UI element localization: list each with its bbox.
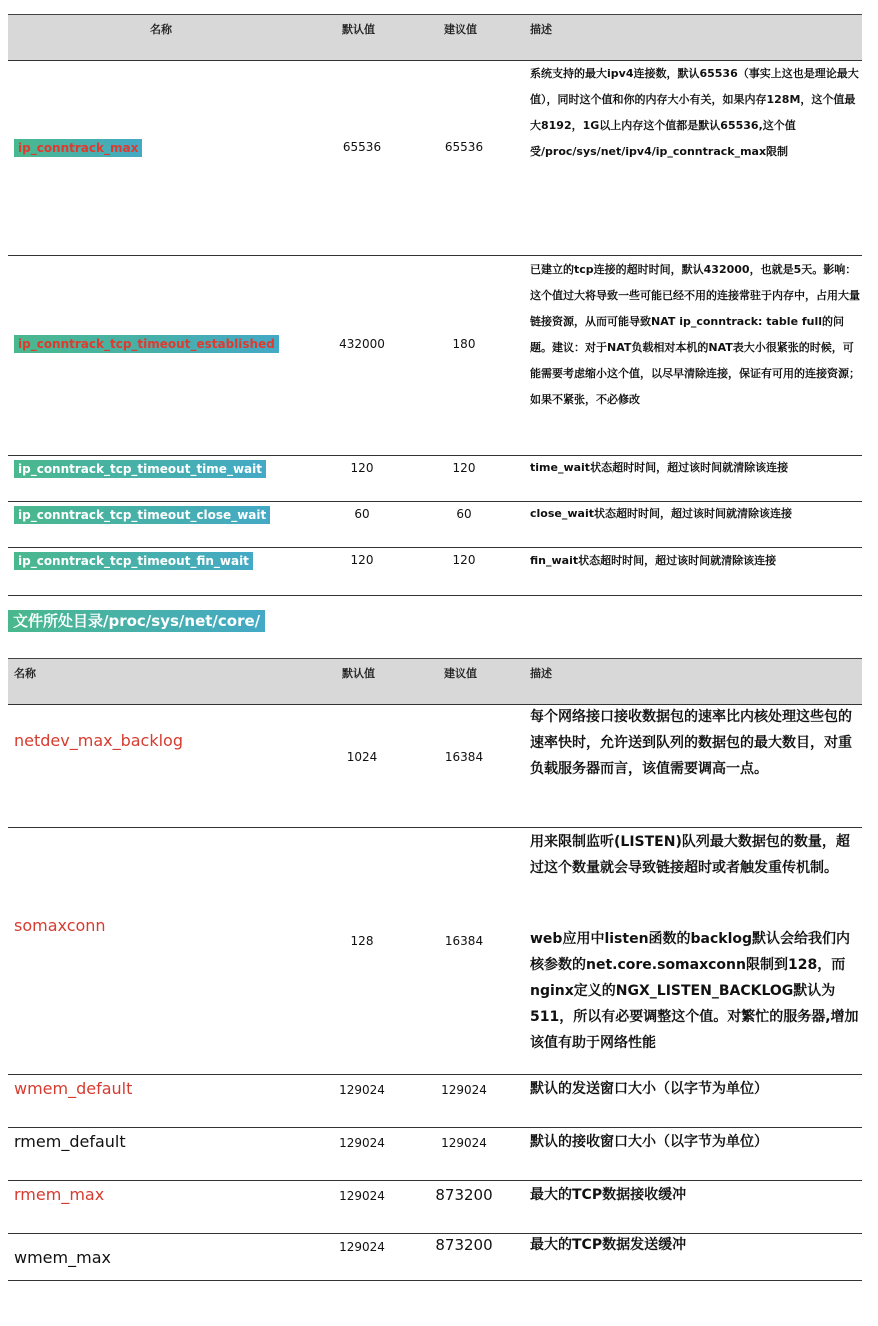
- description: 默认的接收窗口大小（以字节为单位）: [530, 1134, 768, 1150]
- suggest-value: 120: [452, 553, 476, 567]
- default-value: 129024: [339, 1136, 385, 1150]
- default-value: 120: [350, 461, 374, 475]
- default-value: 128: [350, 934, 374, 948]
- description-2: web应用中listen函数的backlog默认会给我们内核参数的net.core.somaxconn限制到128，而nginx定义的NGX_LISTEN_BACKLOG默认为511，所以有必要调整这个值。对繁忙的服务器,增加该值有助于网络性能: [530, 931, 859, 1051]
- param-name: somaxconn: [14, 916, 106, 935]
- table1-header-desc: 描述: [530, 23, 552, 36]
- param-name: wmem_default: [14, 1079, 133, 1098]
- param-name: wmem_max: [14, 1248, 111, 1267]
- table2-header-name: 名称: [14, 667, 36, 680]
- description: fin_wait状态超时时间，超过该时间就清除该连接: [530, 554, 777, 567]
- table2-header-suggest: 建议值: [444, 667, 477, 680]
- param-name: rmem_default: [14, 1132, 126, 1151]
- description: 每个网络接口接收数据包的速率比内核处理这些包的速率快时，允许送到队列的数据包的最大数目，对重负载服务器而言，该值需要调高一点。: [530, 709, 852, 777]
- table2-header-desc: 描述: [530, 667, 552, 680]
- section-title: 文件所处目录/proc/sys/net/core/: [8, 610, 265, 632]
- suggest-value: 129024: [441, 1083, 487, 1097]
- description: 默认的发送窗口大小（以字节为单位）: [530, 1081, 768, 1097]
- default-value: 129024: [339, 1189, 385, 1203]
- table2-header-default: 默认值: [342, 667, 375, 680]
- table1-header-default: 默认值: [342, 23, 375, 36]
- suggest-value: 873200: [435, 1186, 493, 1204]
- divider: [8, 827, 862, 828]
- suggest-value: 60: [456, 507, 472, 521]
- suggest-value: 65536: [444, 140, 484, 154]
- divider: [8, 1180, 862, 1181]
- default-value: 120: [350, 553, 374, 567]
- param-name: ip_conntrack_tcp_timeout_fin_wait: [14, 552, 253, 570]
- default-value: 60: [354, 507, 370, 521]
- default-value: 129024: [339, 1240, 385, 1254]
- default-value: 129024: [339, 1083, 385, 1097]
- suggest-value: 129024: [441, 1136, 487, 1150]
- description: 已建立的tcp连接的超时时间，默认432000，也就是5天。影响：这个值过大将导致一些可能已经不用的连接常驻于内存中，占用大量链接资源，从而可能导致NAT ip_conntrack: table full的问题。建议：对于NAT负载相对本机的NAT表大小很紧张的时候，可能需要考虑缩小这个值，以尽早清除连接，保证有可用的连接资源；如果不紧张，不必修改: [530, 263, 860, 406]
- suggest-value: 873200: [435, 1236, 493, 1254]
- suggest-value: 180: [452, 337, 476, 351]
- default-value: 432000: [339, 337, 385, 351]
- description: close_wait状态超时时间，超过该时间就清除该连接: [530, 507, 792, 520]
- table1-header-name: 名称: [150, 23, 172, 36]
- param-name: netdev_max_backlog: [14, 731, 183, 750]
- table1-header: [8, 14, 862, 60]
- table1-header-suggest: 建议值: [444, 23, 477, 36]
- divider: [8, 1280, 862, 1281]
- divider: [8, 595, 862, 596]
- divider: [8, 1127, 862, 1128]
- suggest-value: 16384: [444, 934, 484, 948]
- divider: [8, 255, 862, 256]
- param-name: rmem_max: [14, 1185, 105, 1204]
- description: time_wait状态超时时间，超过该时间就清除该连接: [530, 461, 789, 474]
- param-name: ip_conntrack_tcp_timeout_close_wait: [14, 506, 270, 524]
- suggest-value: 16384: [444, 750, 484, 764]
- default-value: 65536: [342, 140, 382, 154]
- suggest-value: 120: [452, 461, 476, 475]
- default-value: 1024: [346, 750, 378, 764]
- description: 系统支持的最大ipv4连接数，默认65536（事实上这也是理论最大值），同时这个值和你的内存大小有关，如果内存128M，这个值最大8192，1G以上内存这个值都是默认65536,这个值受/proc/sys/net/ipv4/ip_conntrack_max限制: [530, 67, 859, 158]
- description: 最大的TCP数据发送缓冲: [530, 1237, 687, 1253]
- divider: [8, 1074, 862, 1075]
- param-name: ip_conntrack_tcp_timeout_established: [14, 335, 279, 353]
- table2-header: [8, 658, 862, 704]
- param-name: ip_conntrack_tcp_timeout_time_wait: [14, 460, 266, 478]
- param-name: ip_conntrack_max: [14, 139, 142, 157]
- description: 最大的TCP数据接收缓冲: [530, 1187, 687, 1203]
- description: 用来限制监听(LISTEN)队列最大数据包的数量，超过这个数量就会导致链接超时或者触发重传机制。: [530, 834, 850, 876]
